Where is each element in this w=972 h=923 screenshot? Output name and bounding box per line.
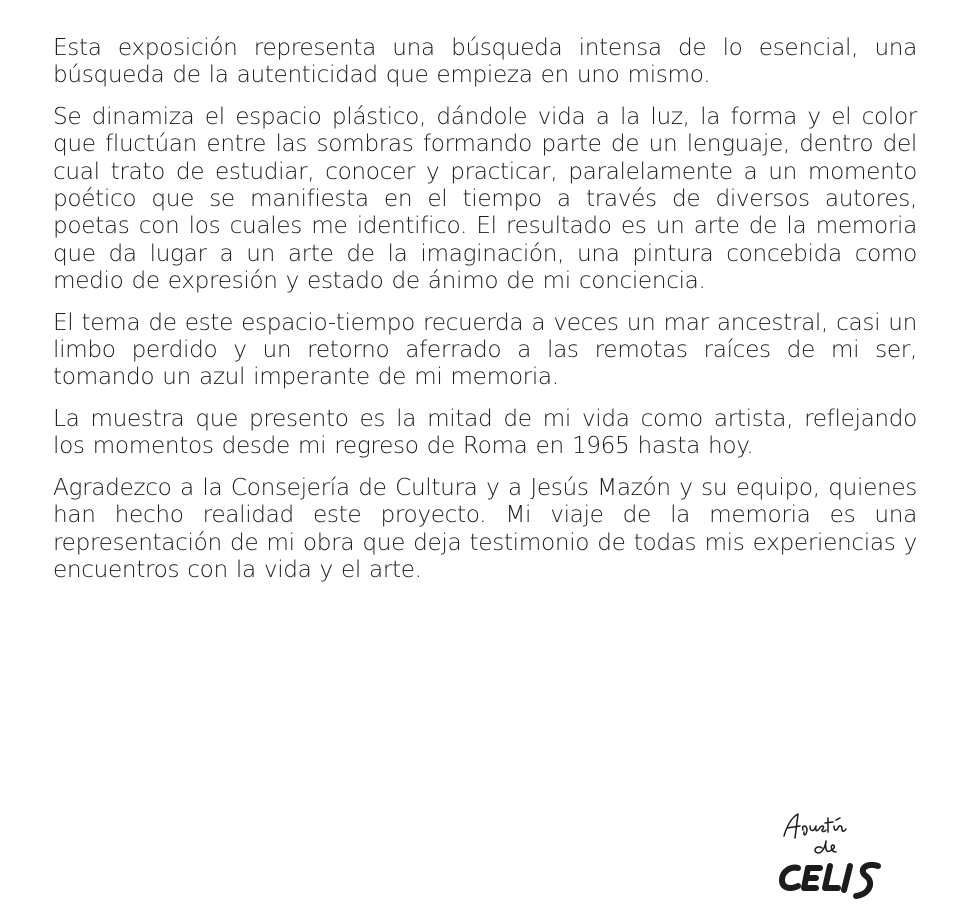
- paragraph-2: Se dinamiza el espacio plástico, dándole vida a la luz, la forma y el color que fluctúan entre las sombras formando parte de un lenguaje, dentro del cual trato de estudiar, conocer y practicar, paralelamente a un momento poético que se manifiesta en el tiempo a través de diversos autores, poetas con los cuales me identifico. El resultado es un arte de la memoria que da lugar a un arte de la imaginación, una pintura concebida como medio de expresión y estado de ánimo de mi conciencia.: [53, 102, 917, 295]
- artist-signature: [770, 808, 930, 908]
- signature-drawing: [770, 808, 930, 908]
- paragraph-4: La muestra que presento es la mitad de mi vida como artista, reflejando los momentos desde mi regreso de Roma en 1965 hasta hoy.: [53, 404, 917, 460]
- signature-line-celis: [782, 865, 878, 896]
- signature-line-de: [815, 841, 836, 853]
- paragraph-1: Esta exposición representa una búsqueda intensa de lo esencial, una búsqueda de la autenticidad que empieza en uno mismo.: [53, 34, 917, 89]
- paragraph-3: El tema de este espacio-tiempo recuerda a veces un mar ancestral, casi un limbo perdido y un retorno aferrado a las remotas raíces de mi ser, tomando un azul imperante de mi memoria.: [53, 308, 917, 391]
- paragraph-5: Agradezco a la Consejería de Cultura y a Jesús Mazón y su equipo, quienes han hecho realidad este proyecto. Mi viaje de la memoria es una representación de mi obra que deja testimonio de todas mis experiencias y encuentros con la vida y el arte.: [53, 473, 917, 583]
- signature-line-agustin: [784, 814, 846, 838]
- statement-text: [53, 34, 917, 597]
